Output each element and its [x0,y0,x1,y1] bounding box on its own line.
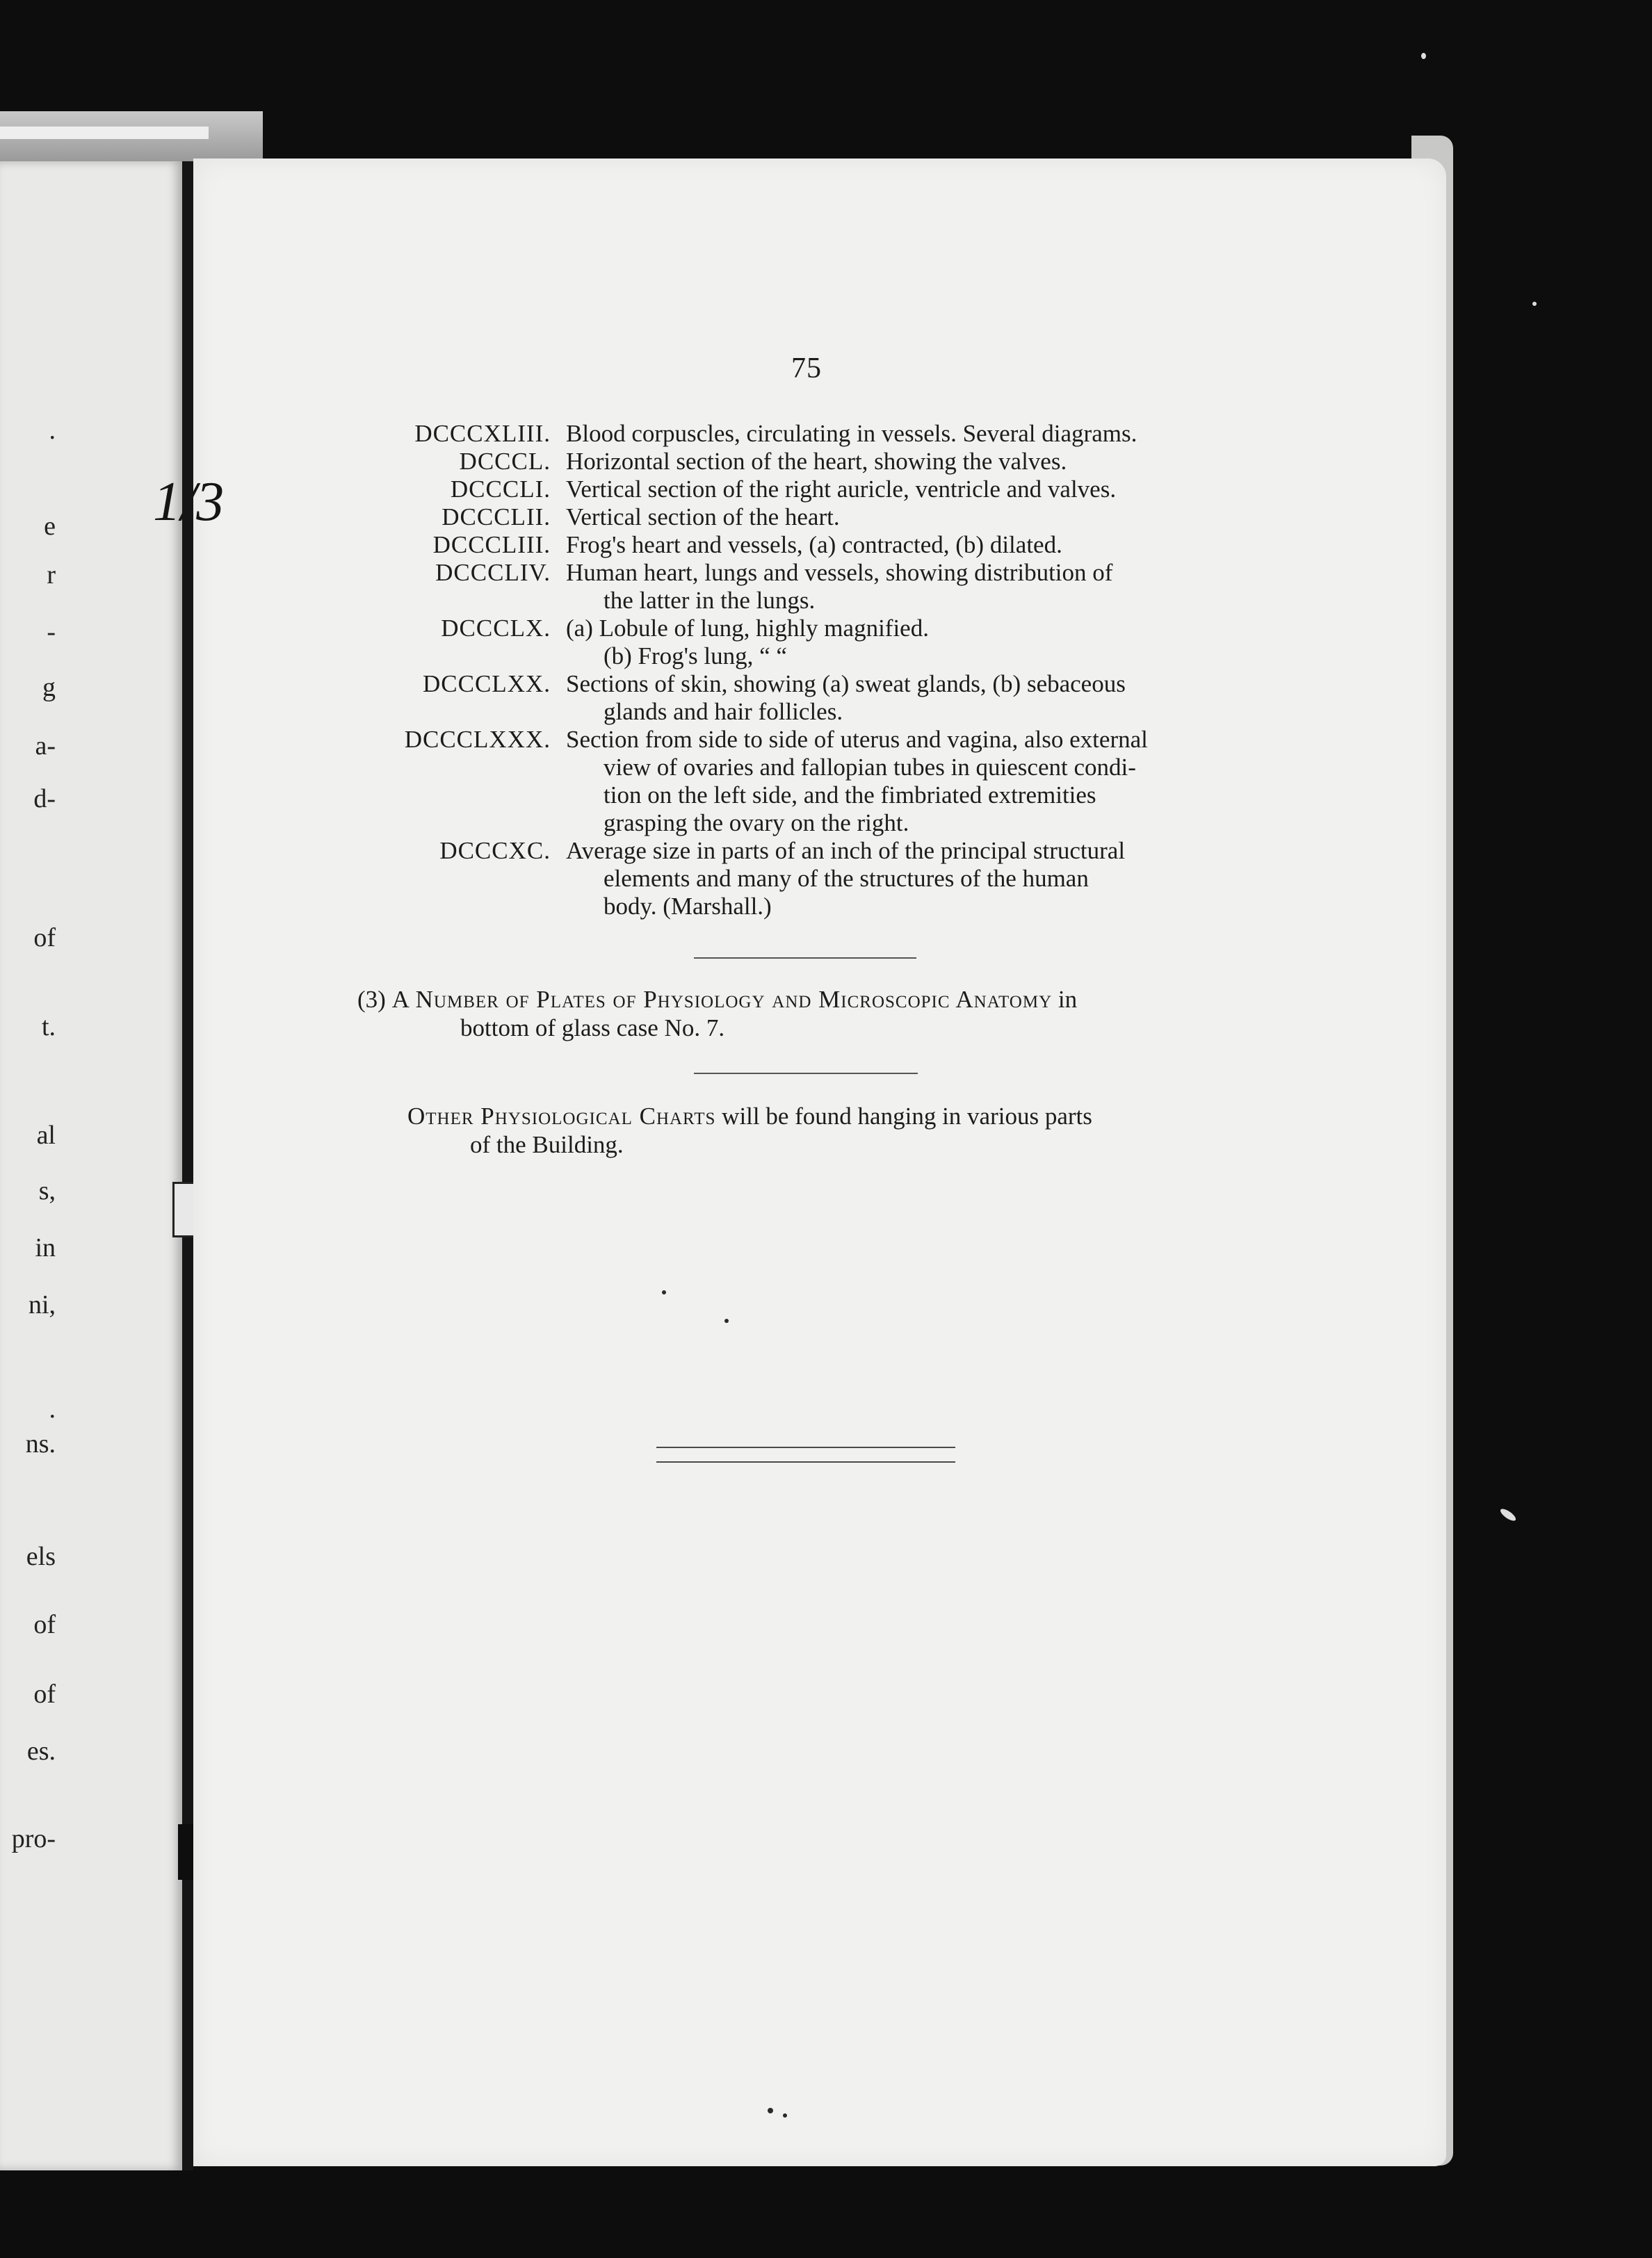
plate-description [566,420,1258,448]
plate-number: DCCCLII. [442,503,551,530]
plate-entry [369,837,1258,920]
left-page-fragment [0,1431,63,1457]
left-page-fragment [0,619,63,645]
other-charts-line-2: of the Building. [470,1131,624,1158]
plate-entry [369,726,1258,837]
plate-description [566,615,1258,670]
plate-description-line: Human heart, lungs and vessels, showing distribution of [566,559,1113,586]
other-charts-paragraph [407,1102,1258,1159]
section-3-paragraph [357,985,1258,1042]
plate-number: DCCCLIII. [432,531,551,558]
left-page-fragment-text: r [47,560,56,590]
left-page-fragment-text: s, [38,1176,56,1205]
left-page-fragment-text: e [44,512,56,541]
plate-entry [369,559,1258,615]
other-charts-heading: Other Physiological Charts [407,1103,716,1130]
left-page-fragment-text: in [35,1233,56,1262]
page-number: 75 [791,352,822,384]
left-page-fragment [0,562,63,588]
left-page-fragment [0,1396,63,1422]
plate-entry [369,503,1258,531]
left-page-fragment [0,1292,63,1318]
left-page-fragment-text: of [33,923,56,952]
left-page-fragment-text: ns. [25,1429,56,1459]
ink-spot [724,1319,729,1323]
left-page-fragment-text: d- [33,784,56,813]
plate-description-line: glands and hair follicles. [604,698,843,725]
plate-description-line: Sections of skin, showing (a) sweat glands, (b) sebaceous [566,670,1126,697]
left-page-fragment [0,1543,63,1570]
plate-description-line: Blood corpuscles, circulating in vessels. Several diagrams. [566,420,1137,447]
plate-description-line: (b) Frog's lung, “ “ [604,642,787,669]
left-page-fragment-text: pro- [11,1824,56,1853]
left-page-fragment [0,786,63,812]
section-divider [694,957,916,959]
ink-spot [768,2108,773,2113]
plate-description [566,531,1258,559]
other-charts-text: will be found hanging in various parts [715,1103,1092,1130]
left-page-fragment [0,1235,63,1261]
section-3-heading: A Number of Plates of Physiology and Microscopic Anatomy [391,986,1053,1013]
section-divider [694,1073,918,1074]
left-page-fragment-text: g [42,673,56,702]
left-page-fragment [0,1826,63,1852]
left-page-fragment [0,1738,63,1764]
left-page-fragment-text: of [33,1610,56,1639]
plate-list [369,420,1258,920]
plate-entry [369,531,1258,559]
plate-description-line: (a) Lobule of lung, highly magnified. [566,615,929,642]
left-page-fragment-text: - [47,617,56,647]
left-page-fragment-text: of [33,1680,56,1709]
plate-description-line: body. (Marshall.) [604,893,772,920]
plate-description-line: Horizontal section of the heart, showing the valves. [566,448,1067,475]
plate-entry [369,615,1258,670]
section-3-number: (3) [357,986,392,1013]
plate-description-line: tion on the left side, and the fimbriated extremities [604,781,1096,809]
left-page-fragment [0,1681,63,1707]
left-page-fragment-text: ni, [28,1290,56,1319]
end-rule-upper [656,1447,955,1448]
left-page-fragment [0,733,63,759]
left-page-fragment [0,1122,63,1148]
plate-number: DCCCLXX. [423,670,551,697]
section-3-line-2: bottom of glass case No. 7. [460,1014,725,1041]
left-facing-page [0,161,182,2170]
plate-description-line: Vertical section of the heart. [566,503,840,530]
left-page-fragment [0,513,63,539]
plate-number: DCCCLIV. [435,559,551,586]
left-page-fragment [0,1014,63,1040]
plate-number: DCCCXLIII. [414,420,551,447]
plate-description [566,448,1258,476]
left-page-fragment-text: . [49,1395,56,1424]
plate-description-line: the latter in the lungs. [604,587,816,614]
left-page-fragment-text: . [49,416,56,445]
dust-speck [1532,302,1537,306]
plate-description [566,726,1258,837]
plate-description-line: Frog's heart and vessels, (a) contracted, (b) dilated. [566,531,1062,558]
left-page-fragment [0,674,63,701]
left-page-fragment [0,925,63,951]
plate-number: DCCCLX. [441,615,551,642]
dust-speck [1421,53,1426,59]
plate-description [566,670,1258,726]
plate-entry [369,448,1258,476]
left-page-fragment-text: t. [41,1012,56,1041]
left-page-fragment-text: es. [26,1737,56,1766]
plate-number: DCCCL. [459,448,551,475]
plate-description-line: Section from side to side of uterus and vagina, also external [566,726,1148,753]
plate-number: DCCCLXXX. [404,726,551,753]
end-rule-lower [656,1461,955,1463]
section-3-text: in [1052,986,1078,1013]
plate-entry [369,476,1258,503]
left-page-fragment [0,417,63,444]
plate-description [566,503,1258,531]
plate-number: DCCCXC. [439,837,551,864]
plate-description [566,476,1258,503]
left-page-fragment [0,1178,63,1204]
left-page-fragment [0,1611,63,1638]
plate-description-line: view of ovaries and fallopian tubes in quiescent condi- [604,754,1136,781]
left-page-top-edge [0,111,263,161]
plate-entry [369,420,1258,448]
margin-note: 1/3 [153,471,225,533]
ink-spot [662,1290,666,1294]
ink-spot [783,2113,787,2118]
plate-description [566,837,1258,920]
left-page-fragment-text: els [26,1542,56,1571]
left-page-fragment-text: al [36,1121,56,1150]
left-page-fragment-text: a- [35,731,56,761]
plate-number: DCCCLI. [450,476,551,503]
plate-description-line: grasping the ovary on the right. [604,809,909,836]
plate-entry [369,670,1258,726]
plate-description-line: Average size in parts of an inch of the principal structural [566,837,1126,864]
plate-description [566,559,1258,615]
plate-description-line: Vertical section of the right auricle, ventricle and valves. [566,476,1117,503]
plate-description-line: elements and many of the structures of the human [604,865,1089,892]
